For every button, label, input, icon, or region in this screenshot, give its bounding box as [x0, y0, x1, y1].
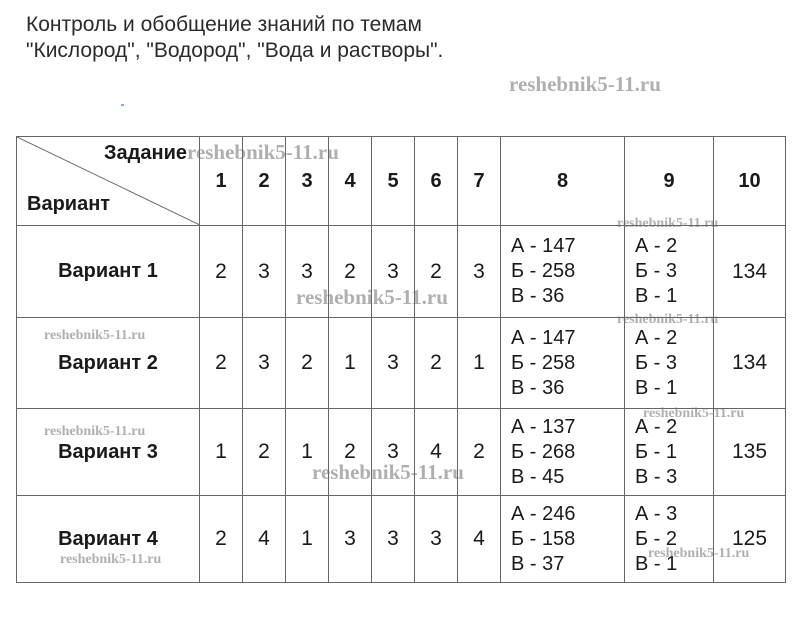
answer-line: А - 147	[511, 235, 576, 257]
page-title	[26, 12, 443, 64]
variant-label: Вариант 4	[17, 496, 200, 583]
table-cell: 3	[329, 496, 372, 583]
answer-line: В - 36	[511, 285, 565, 307]
answer-line: Б - 158	[511, 527, 576, 550]
table-cell: 3	[286, 226, 329, 318]
watermark-text: reshebnik5-11.ru	[643, 406, 745, 421]
task-9-answer	[625, 226, 714, 318]
answer-line: Б - 268	[511, 440, 576, 463]
table-cell: 4	[243, 496, 286, 583]
table-cell: 2	[200, 318, 243, 409]
watermark-text: reshebnik5-11.ru	[648, 546, 750, 561]
header-task-10: 10	[714, 137, 786, 226]
watermark-text: reshebnik5-11.ru	[187, 140, 339, 164]
answer-line: Б - 2	[635, 527, 678, 550]
table-cell: 1	[200, 409, 243, 496]
table-cell: 4	[458, 496, 501, 583]
table-cell: 2	[243, 409, 286, 496]
answer-line: В - 45	[511, 465, 565, 488]
table-cell: 2	[458, 409, 501, 496]
watermark-text: reshebnik5-11.ru	[617, 312, 719, 327]
header-task-1: 1	[200, 137, 243, 226]
header-task-8: 8	[501, 137, 625, 226]
answer-line: А - 137	[511, 415, 576, 438]
header-task-3: 3	[286, 137, 329, 226]
blue-dot-artifact	[121, 104, 124, 106]
table-cell: 3	[458, 226, 501, 318]
watermark-text: reshebnik5-11.ru	[312, 460, 464, 484]
answer-line: А - 3	[635, 502, 678, 525]
watermark-text: reshebnik5-11.ru	[44, 424, 146, 439]
header-task-9: 9	[625, 137, 714, 226]
table-cell: 2	[329, 226, 372, 318]
answer-line: Б - 258	[511, 351, 576, 374]
table-cell: 2	[329, 409, 372, 496]
task-9-answer	[625, 318, 714, 409]
answer-line: Б - 258	[511, 260, 576, 282]
table-cell: 2	[200, 496, 243, 583]
answer-line: В - 1	[635, 285, 678, 307]
table-cell: 3	[372, 496, 415, 583]
watermark-text: reshebnik5-11.ru	[60, 552, 162, 567]
table-cell: 3	[243, 318, 286, 409]
watermark-text: reshebnik5-11.ru	[296, 285, 448, 309]
answer-line: А - 2	[635, 326, 678, 349]
table-cell: 4	[415, 409, 458, 496]
watermark-text: reshebnik5-11.ru	[617, 216, 719, 231]
table-cell: 1	[458, 318, 501, 409]
answers-table	[16, 136, 786, 583]
answer-line: А - 147	[511, 326, 576, 349]
corner-variant-label: Вариант	[27, 193, 111, 215]
table-row	[17, 318, 786, 409]
table-cell: 2	[286, 318, 329, 409]
table-cell: 2	[415, 318, 458, 409]
task-10-answer: 125	[714, 496, 786, 583]
answer-line: Б - 3	[635, 351, 678, 374]
table-cell: 2	[200, 226, 243, 318]
table-cell: 3	[372, 318, 415, 409]
corner-cell	[17, 137, 200, 226]
title-line-2: "Кислород", "Водород", "Вода и растворы".	[26, 39, 444, 62]
table-cell: 3	[243, 226, 286, 318]
task-10-answer: 134	[714, 226, 786, 318]
task-10-answer: 134	[714, 318, 786, 409]
task-9-answer	[625, 496, 714, 583]
answer-line: В - 1	[635, 552, 678, 575]
variant-label: Вариант 3	[17, 409, 200, 496]
task-8-answer	[501, 409, 625, 496]
header-task-5: 5	[372, 137, 415, 226]
header-task-2: 2	[243, 137, 286, 226]
table-cell: 1	[286, 409, 329, 496]
task-8-answer	[501, 318, 625, 409]
answer-line: В - 37	[511, 552, 565, 575]
table-cell: 1	[286, 496, 329, 583]
answer-line: В - 1	[635, 376, 678, 399]
watermark-text: reshebnik5-11.ru	[44, 328, 146, 343]
answer-line: В - 36	[511, 376, 565, 399]
answer-line: А - 2	[635, 235, 678, 257]
answer-line: В - 3	[635, 465, 678, 488]
task-8-answer	[501, 496, 625, 583]
title-line-1: Контроль и обобщение знаний по темам	[26, 13, 422, 36]
table-cell: 1	[329, 318, 372, 409]
answer-line: Б - 1	[635, 440, 678, 463]
answer-line: Б - 3	[635, 260, 678, 282]
table-row	[17, 496, 786, 583]
header-task-7: 7	[458, 137, 501, 226]
task-9-answer	[625, 409, 714, 496]
table-row	[17, 409, 786, 496]
corner-task-label: Задание	[104, 142, 187, 164]
header-row	[17, 137, 786, 226]
variant-label: Вариант 2	[17, 318, 200, 409]
watermark-text: reshebnik5-11.ru	[509, 72, 661, 96]
table-cell: 2	[415, 226, 458, 318]
table-cell: 3	[372, 226, 415, 318]
answer-line: А - 2	[635, 415, 678, 438]
task-10-answer: 135	[714, 409, 786, 496]
task-8-answer	[501, 226, 625, 318]
answer-line: А - 246	[511, 502, 576, 525]
variant-label: Вариант 1	[17, 226, 200, 318]
table-cell: 3	[372, 409, 415, 496]
table-row	[17, 226, 786, 318]
header-task-6: 6	[415, 137, 458, 226]
table-cell: 3	[415, 496, 458, 583]
header-task-4: 4	[329, 137, 372, 226]
